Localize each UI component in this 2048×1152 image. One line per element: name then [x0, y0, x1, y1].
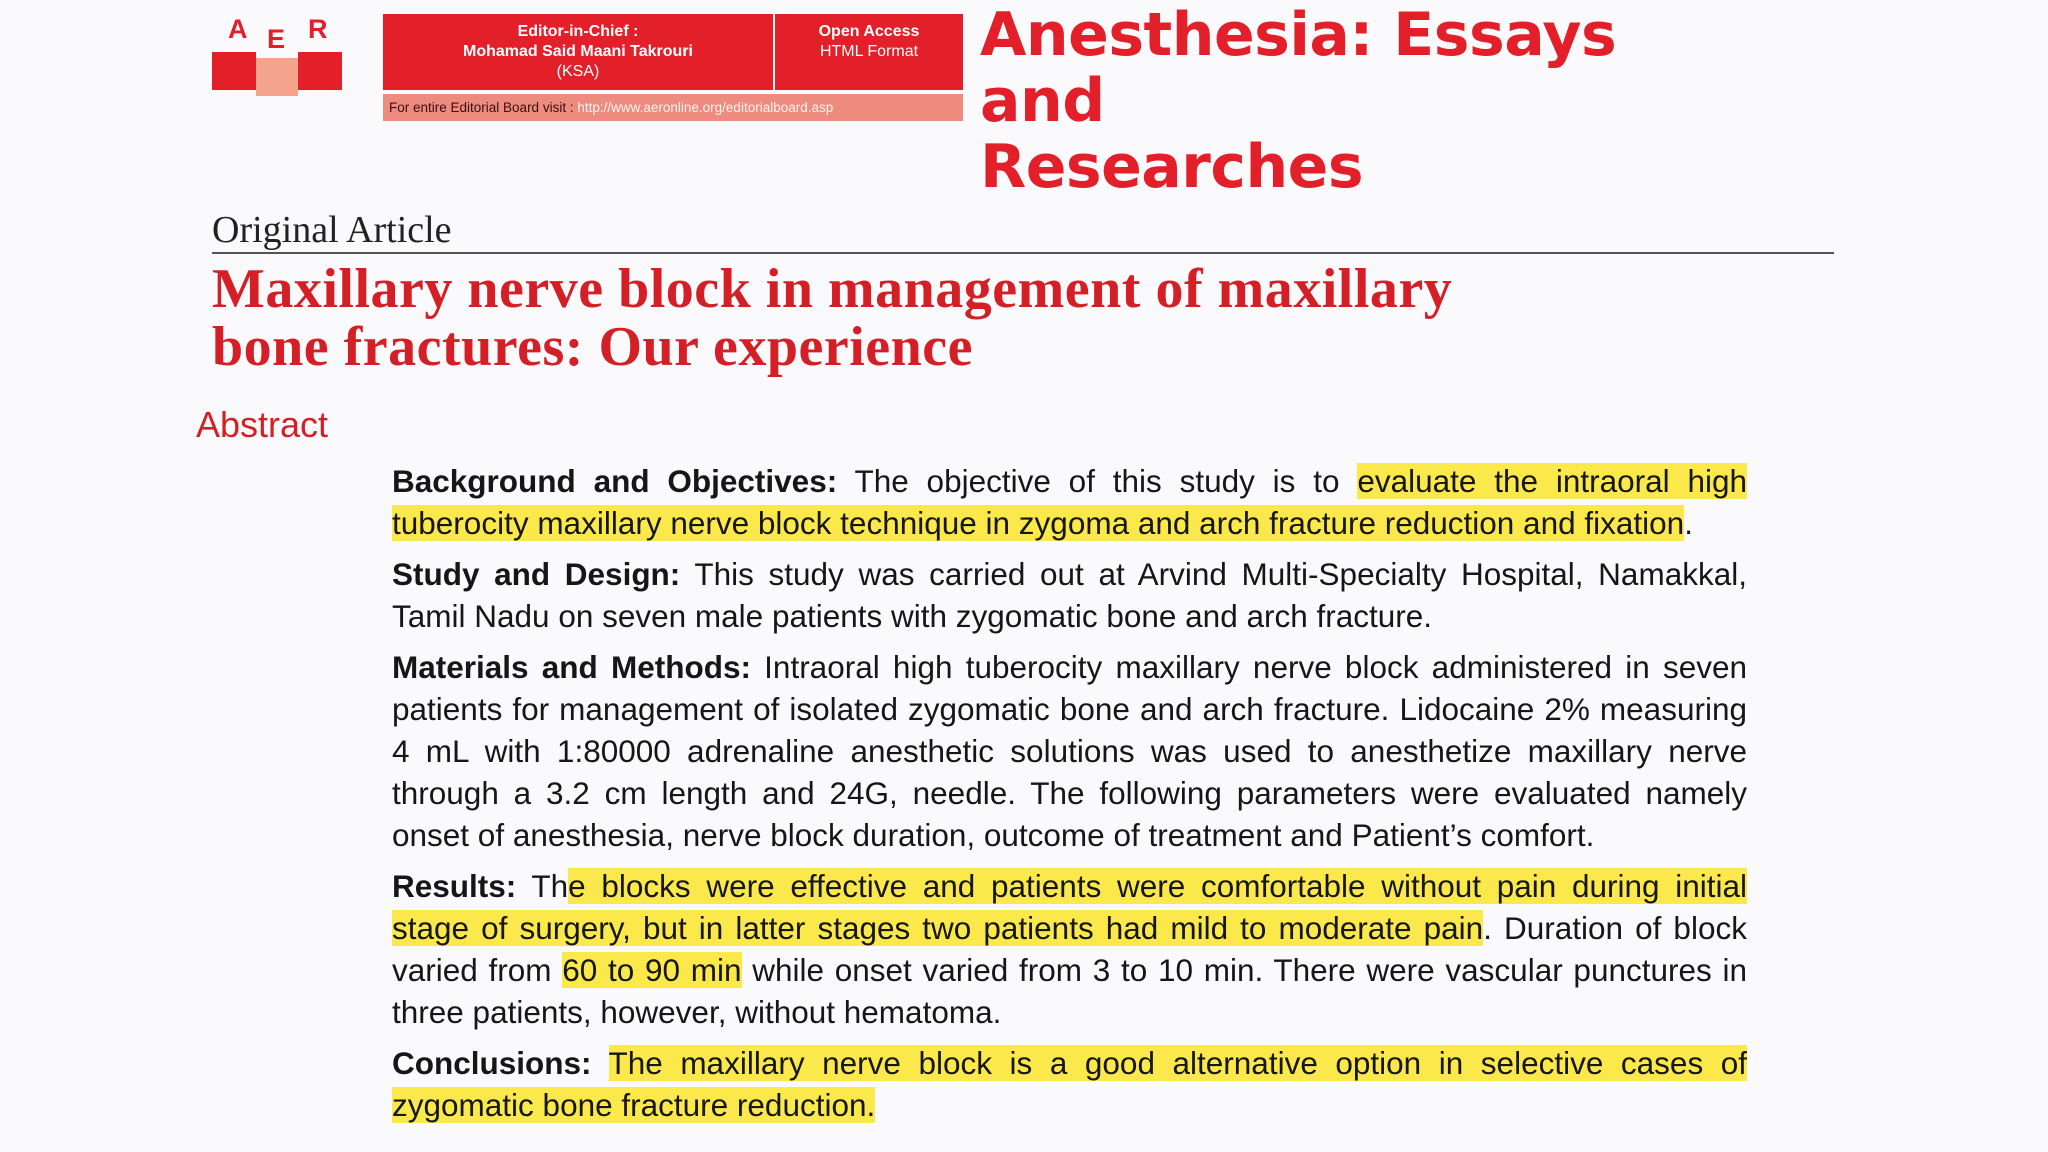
journal-logo	[212, 14, 344, 96]
header-divider	[212, 252, 1834, 254]
study-design-text: This study was carried out at Arvind Multi-Specialty Hospital, Namakkal, Tamil Nadu on seven male patients with zygomatic bone and arch fracture.	[392, 556, 1747, 634]
logo-letter-e: E	[267, 24, 286, 54]
journal-title-line2: Researches	[980, 132, 1364, 202]
logo-block-middle	[256, 58, 298, 96]
results-text-a: Th	[516, 868, 569, 904]
editorial-board-bar	[383, 94, 963, 121]
logo-block-left	[212, 52, 256, 90]
methods-label: Materials and Methods:	[392, 649, 751, 685]
abstract-study-design	[392, 553, 1747, 637]
logo-block-right	[298, 52, 342, 90]
study-design-label: Study and Design:	[392, 556, 681, 592]
logo-letter-a: A	[228, 14, 248, 44]
abstract-results	[392, 865, 1747, 1033]
article-title-line1: Maxillary nerve block in management of maxillary	[212, 258, 1453, 320]
methods-text: Intraoral high tuberocity maxillary nerve block administered in seven patients for management of isolated zygomatic bone and arch fracture. Lidocaine 2% measuring 4 mL with 1:80000 adrenaline anesthetic solutions was used to anesthetize maxillary nerve through a 3.2 cm length and 24G, needle. The following parameters were evaluated namely onset of anesthesia, nerve block duration, outcome of treatment and Patient’s comfort.	[392, 649, 1747, 853]
html-format-label: HTML Format	[819, 43, 919, 60]
editor-country: (KSA)	[556, 63, 600, 80]
journal-title-line1: Anesthesia: Essays and	[980, 0, 1617, 136]
results-text-b: . Duration of block varied from	[392, 910, 1747, 988]
conclusions-highlight: The maxillary nerve block is a good alternative option in selective cases of zygomatic bone fracture reduction.	[392, 1045, 1748, 1123]
results-highlight-a: e blocks were effective and patients were comfortable without pain during initial stage of surgery, but in latter stages two patients had mild to moderate pain	[392, 868, 1748, 946]
journal-title	[980, 2, 1740, 200]
abstract-conclusions	[392, 1042, 1747, 1126]
results-label: Results:	[392, 868, 517, 904]
logo-letter-r: R	[308, 14, 328, 44]
editor-label: Editor-in-Chief :	[517, 23, 639, 40]
open-access-box	[775, 14, 963, 90]
editorial-board-text: For entire Editorial Board visit :	[389, 100, 574, 115]
background-highlight: evaluate the intraoral high tuberocity maxillary nerve block technique in zygoma and arch fracture reduction and fixation	[392, 463, 1747, 541]
background-text: The objective of this study is to	[837, 463, 1358, 499]
open-access-label: Open Access	[818, 23, 920, 40]
abstract-body	[392, 460, 1747, 1135]
abstract-background	[392, 460, 1747, 544]
article-title-line2: bone fractures: Our experience	[212, 316, 973, 378]
background-label: Background and Objectives:	[392, 463, 838, 499]
results-text-c: while onset varied from 3 to 10 min. There were vascular punctures in three patients, however, without hematoma.	[392, 952, 1747, 1030]
background-end: .	[1684, 505, 1693, 541]
abstract-methods	[392, 646, 1747, 856]
article-type: Original Article	[212, 209, 452, 251]
editorial-board-link[interactable]: http://www.aeronline.org/editorialboard.asp	[577, 100, 834, 115]
results-highlight-b: 60 to 90 min	[562, 952, 742, 988]
conclusions-text	[592, 1045, 609, 1081]
abstract-heading: Abstract	[196, 404, 329, 445]
editor-name: Mohamad Said Maani Takrouri	[463, 43, 693, 60]
conclusions-label: Conclusions:	[392, 1045, 592, 1081]
editor-in-chief-box	[383, 14, 773, 90]
article-title	[212, 260, 1872, 376]
